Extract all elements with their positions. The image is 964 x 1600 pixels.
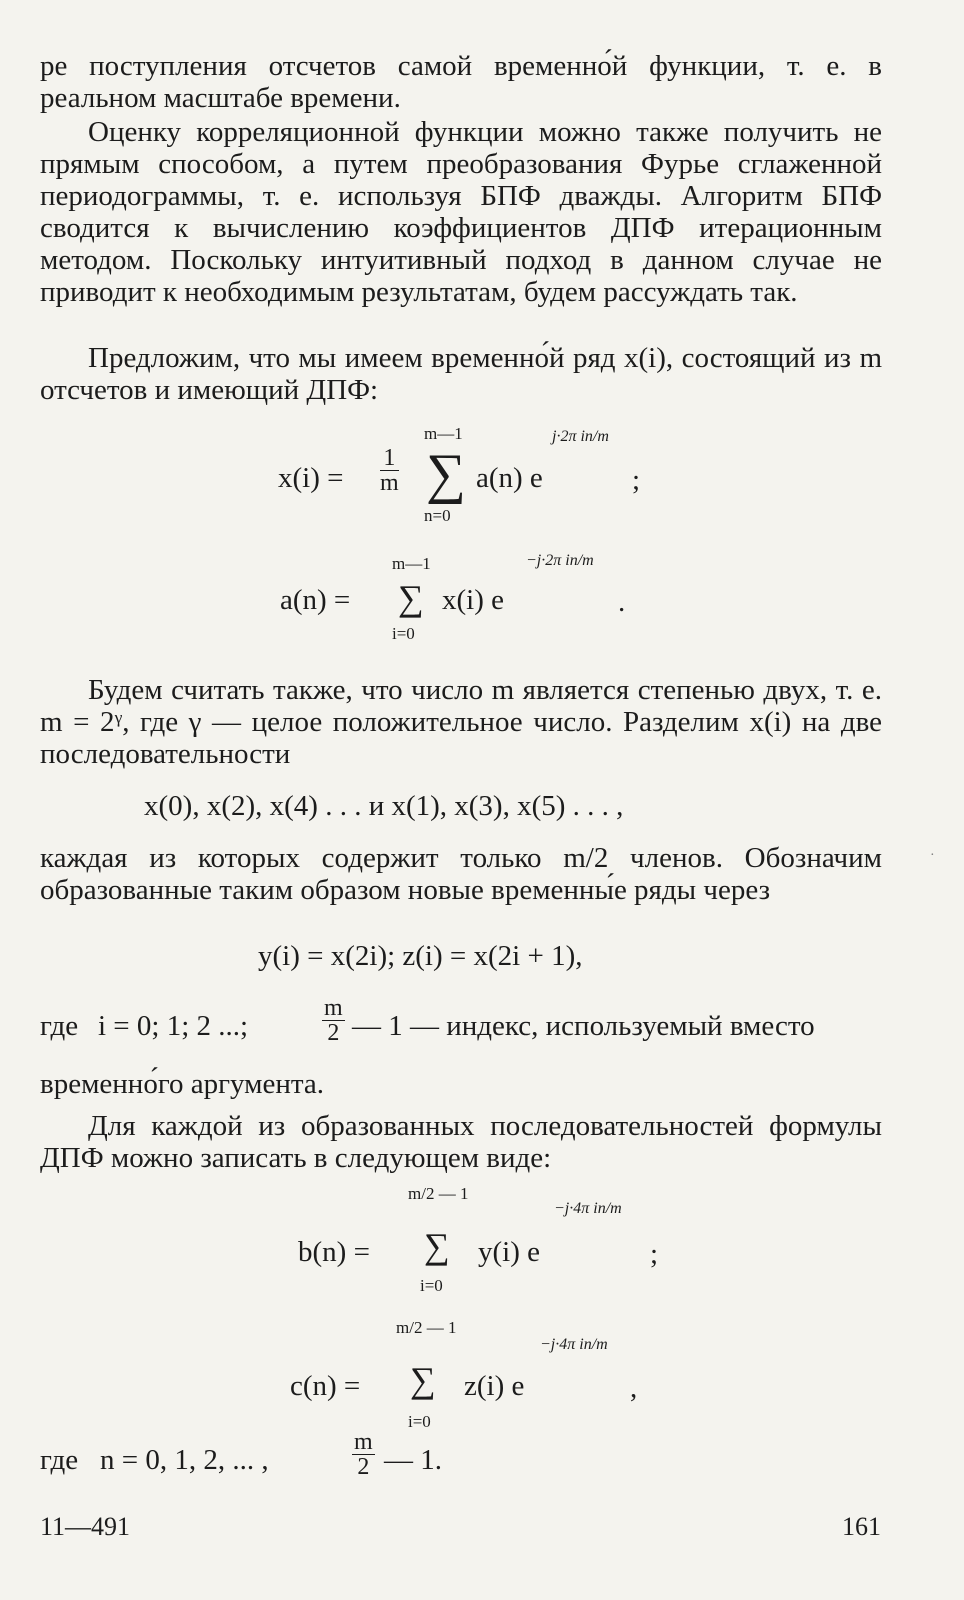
page-number: 161 xyxy=(842,1512,881,1541)
f1-upper-limit: m—1 xyxy=(424,424,463,443)
paragraph-3: Предложим, что мы имеем временно́й ряд x(i), состоящий из m отсчетов и имеющий ДПФ: xyxy=(40,342,882,406)
b-lower-limit: i=0 xyxy=(420,1276,443,1295)
b-end: ; xyxy=(650,1238,659,1270)
f1-lhs: x(i) = xyxy=(278,462,344,494)
c-lower-limit: i=0 xyxy=(408,1412,431,1431)
paragraph-4: Будем считать также, что число m является степенью двух, т. е. m = 2ᵞ, где γ — целое положительное число. Разделим x(i) на две последовательности xyxy=(40,674,882,770)
f1-coef: $\frac{1}{m}$ xyxy=(380,445,399,496)
index-line-mid: — индекс, используемый вместо xyxy=(410,1010,815,1042)
page xyxy=(40,0,882,1600)
f1-lower-limit: n=0 xyxy=(424,506,451,525)
f2-end: . xyxy=(618,586,626,618)
paragraph-6-end: временно́го аргумента. xyxy=(40,1068,325,1100)
paragraph-2: Оценку корреляционной функции можно также получить не прямым способом, а путем преобразования Фурье сглаженной периодограммы, т. е. используя БПФ дважды. Алгоритм БПФ сводится к вычислению коэффициентов ДПФ итерационным методом. Поскольку интуитивный подход в данном случае не приводит к необходимым результатам, будем рассуждать так. xyxy=(40,116,882,308)
f2-exponent: −j·2π in/m xyxy=(526,552,594,569)
index-fraction: $\frac{m}{2}$ xyxy=(324,995,343,1046)
f1-body: a(n) e xyxy=(476,462,543,494)
f1-exponent: j·2π in/m xyxy=(552,428,609,445)
index-line-start: где xyxy=(40,1010,79,1042)
c-end: , xyxy=(630,1372,638,1404)
n-range-tail: — 1. xyxy=(384,1444,442,1476)
n-range-values: n = 0, 1, 2, ... , xyxy=(100,1444,269,1476)
f2-sigma: ∑ xyxy=(398,578,424,618)
f1-end: ; xyxy=(632,464,641,496)
f2-lower-limit: i=0 xyxy=(392,624,415,643)
b-exponent: −j·4π in/m xyxy=(554,1200,622,1217)
formula-sequences: x(0), x(2), x(4) . . . и x(1), x(3), x(5) . . . , xyxy=(144,790,624,822)
f2-upper-limit: m—1 xyxy=(392,554,431,573)
formula-y-z: y(i) = x(2i); z(i) = x(2i + 1), xyxy=(258,940,583,972)
index-tail: — 1 xyxy=(352,1010,403,1042)
f1-sigma: ∑ xyxy=(426,443,466,505)
c-exponent: −j·4π in/m xyxy=(540,1336,608,1353)
f2-body: x(i) e xyxy=(442,584,504,616)
c-upper-limit: m/2 — 1 xyxy=(396,1318,457,1337)
paragraph-5: каждая из которых содержит только m/2 членов. Обозначим образованные таким образом новые временны́е ряды через xyxy=(40,842,882,906)
scan-speck: · xyxy=(930,848,935,863)
c-lhs: c(n) = xyxy=(290,1370,361,1402)
c-sigma: ∑ xyxy=(410,1360,436,1400)
b-lhs: b(n) = xyxy=(298,1236,370,1268)
signature-mark: 11—491 xyxy=(40,1512,131,1541)
b-sigma: ∑ xyxy=(424,1226,450,1266)
paragraph-7: Для каждой из образованных последовательностей формулы ДПФ можно записать в следующем виде: xyxy=(40,1110,882,1174)
n-range-fraction: $\frac{m}{2}$ xyxy=(354,1429,373,1480)
b-body: y(i) e xyxy=(478,1236,540,1268)
n-range-start: где xyxy=(40,1444,79,1476)
c-body: z(i) e xyxy=(464,1370,525,1402)
b-upper-limit: m/2 — 1 xyxy=(408,1184,469,1203)
paragraph-1: ре поступления отсчетов самой временно́й функции, т. е. в реальном масштабе времени. xyxy=(40,50,882,114)
index-values: i = 0; 1; 2 ...; xyxy=(98,1010,249,1042)
f2-lhs: a(n) = xyxy=(280,584,351,616)
